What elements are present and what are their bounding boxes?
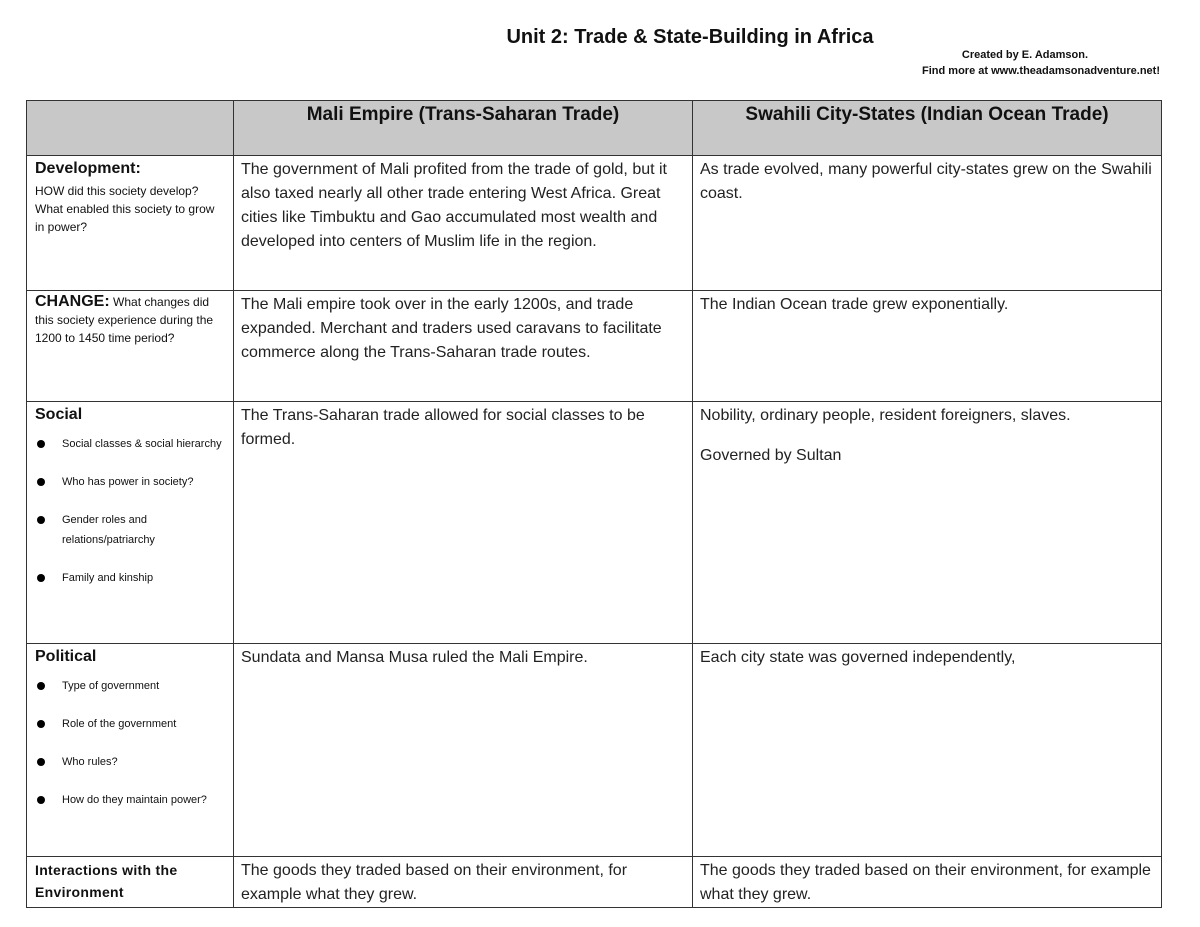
row-label-social <box>27 402 234 644</box>
bullet-text: Family and kinship <box>62 572 154 584</box>
bullet-text: Who rules? <box>62 756 118 768</box>
bullet-text: Type of government <box>62 680 160 692</box>
change-question: What changes did this society experience during the 1200 to 1450 time period? <box>35 295 214 345</box>
bullet-text: Role of the government <box>62 718 177 730</box>
mali-development-text: The government of Mali profited from the trade of gold, but it also taxed nearly all other trade entering West Africa. Great cities like Timbuktu and Gao accumulated most wealth and developed into centers of Muslim life in the region. <box>241 161 667 250</box>
credit-author: Created by E. Adamson. <box>961 49 1088 61</box>
header-mali: Mali Empire (Trans-Saharan Trade) <box>234 101 693 156</box>
bullet-icon <box>37 796 45 804</box>
swahili-social-block <box>693 402 1161 468</box>
swahili-change-cell <box>693 291 1162 402</box>
list-item <box>35 676 233 696</box>
mali-social-text: The Trans-Saharan trade allowed for social classes to be formed. <box>241 407 645 448</box>
bullet-text: Gender roles and relations/patriarchy <box>62 514 155 546</box>
page-title: Unit 2: Trade & State-Building in Africa <box>506 26 874 48</box>
swahili-social-governance: Governed by Sultan <box>700 447 842 464</box>
header-empty-cell <box>27 101 234 156</box>
social-bullet-list <box>27 424 233 588</box>
development-question: HOW did this society develop? What enabled this society to grow in power? <box>35 184 215 234</box>
list-item <box>35 714 233 734</box>
swahili-development-text: As trade evolved, many powerful city-states grew on the Swahili coast. <box>700 161 1152 202</box>
social-title: Social <box>35 406 83 423</box>
political-bullet-list <box>27 666 233 810</box>
table-row-social <box>27 402 1162 644</box>
mali-change-cell <box>234 291 693 402</box>
swahili-change-text: The Indian Ocean trade grew exponentially. <box>700 296 1009 313</box>
change-label-block <box>27 291 233 347</box>
swahili-political-text: Each city state was governed independently, <box>700 649 1016 666</box>
bullet-text: Who has power in society? <box>62 476 194 488</box>
mali-political-text: Sundata and Mansa Musa ruled the Mali Empire. <box>241 649 588 666</box>
swahili-environment-cell <box>693 857 1162 908</box>
mali-development-cell <box>234 156 693 291</box>
change-title: CHANGE: <box>35 293 110 310</box>
environment-title: Interactions with the Environment <box>35 862 178 900</box>
swahili-social-cell <box>693 402 1162 644</box>
list-item <box>35 568 233 588</box>
header-swahili: Swahili City-States (Indian Ocean Trade) <box>693 101 1162 156</box>
table-row-political <box>27 644 1162 857</box>
list-item <box>35 472 233 492</box>
row-label-political <box>27 644 234 857</box>
bullet-icon <box>37 478 45 486</box>
row-label-change <box>27 291 234 402</box>
swahili-development-cell <box>693 156 1162 291</box>
bullet-text: How do they maintain power? <box>62 794 207 806</box>
bullet-icon <box>37 516 45 524</box>
credit-block <box>922 47 1160 79</box>
row-label-environment <box>27 857 234 908</box>
credit-website: Find more at www.theadamsonadventure.net! <box>922 65 1160 77</box>
table-row-development <box>27 156 1162 291</box>
table-row-environment <box>27 857 1162 908</box>
swahili-social-classes: Nobility, ordinary people, resident foreigners, slaves. <box>700 407 1071 424</box>
bullet-icon <box>37 682 45 690</box>
political-title: Political <box>35 648 97 665</box>
mali-political-cell <box>234 644 693 857</box>
swahili-environment-text: The goods they traded based on their environment, for example what they grew. <box>700 862 1151 903</box>
table-header-row <box>27 101 1162 156</box>
bullet-icon <box>37 720 45 728</box>
list-item <box>35 752 233 772</box>
mali-social-cell <box>234 402 693 644</box>
list-item <box>35 434 233 454</box>
mali-environment-text: The goods they traded based on their environment, for example what they grew. <box>241 862 628 903</box>
row-label-development <box>27 156 234 291</box>
list-item <box>35 510 233 550</box>
table-row-change <box>27 291 1162 402</box>
bullet-text: Social classes & social hierarchy <box>62 438 222 450</box>
mali-environment-cell <box>234 857 693 908</box>
bullet-icon <box>37 440 45 448</box>
bullet-icon <box>37 574 45 582</box>
mali-change-text: The Mali empire took over in the early 1200s, and trade expanded. Merchant and traders used caravans to facilitate commerce along the Trans-Saharan trade routes. <box>241 296 662 361</box>
swahili-political-cell <box>693 644 1162 857</box>
bullet-icon <box>37 758 45 766</box>
development-title: Development: <box>35 160 141 177</box>
list-item <box>35 790 233 810</box>
comparison-table <box>26 100 1162 908</box>
